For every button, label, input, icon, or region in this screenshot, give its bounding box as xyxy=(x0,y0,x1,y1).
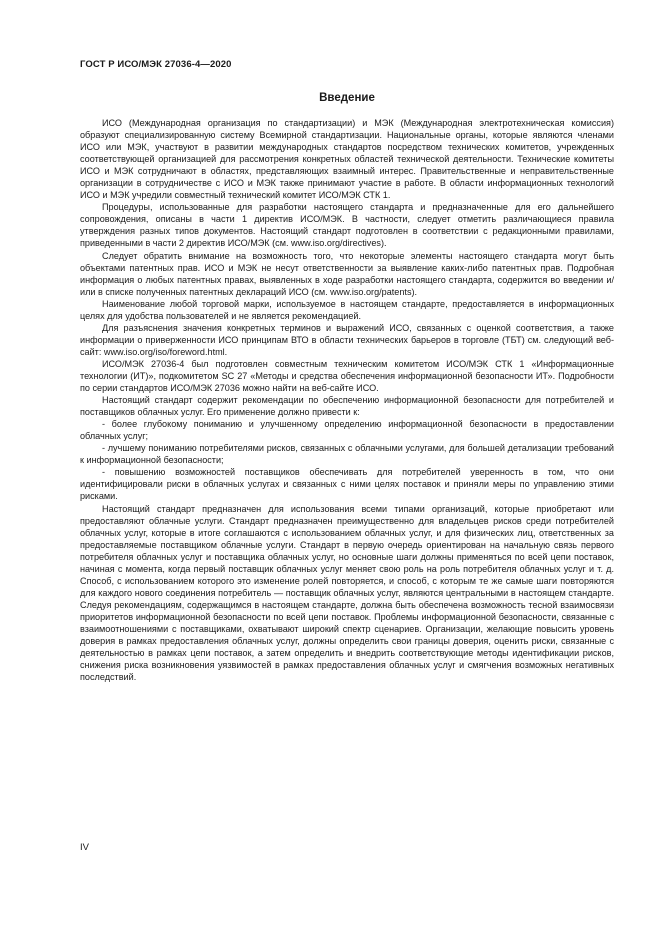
paragraph-trademark: Наименование любой торговой марки, используемое в настоящем стандарте, предоставляется в информационных целях для удобства пользователей и не является рекомендацией. xyxy=(80,298,614,321)
paragraph-committee: ИСО/МЭК 27036-4 был подготовлен совместным техническим комитетом ИСО/МЭК СТК 1 «Информационные технологии (ИТ)», подкомитетом SC 27 «Методы и средства обеспечения информационной безопасности ИТ». Подробности по серии стандартов ИСО/МЭК 27036 можно найти на веб-сайте ИСО. xyxy=(80,358,614,394)
paragraph-terms: Для разъяснения значения конкретных терминов и выражений ИСО, связанных с оценкой соответствия, а также информации о приверженности ИСО принципам ВТО в области технических барьеров в торговле (ТБТ) см. следующий веб-сайт: www.iso.org/iso/foreword.html. xyxy=(80,322,614,357)
list-item-supplier-assurance: - повышению возможностей поставщиков обеспечивать для потребителей уверенность в том, что они идентифицировали риски в облачных услугах и связанных с ними целях поставок и приняли меры по управлению этими рисками. xyxy=(80,467,614,502)
section-title: Введение xyxy=(319,92,375,104)
paragraph-procedures: Процедуры, использованные для разработки настоящего стандарта и предназначенные для его дальнейшего сопровождения, описаны в части 1 директив ИСО/МЭК. В частности, следует отметить различающиеся правила утверждения разных типов документов. Настоящий стандарт подготовлен в соответствии с редакционными правилами, приведенными в части 2 директив ИСО/МЭК (см. www.iso.org/directives). xyxy=(80,202,614,249)
section-body xyxy=(80,117,614,683)
paragraph-applicability: Настоящий стандарт предназначен для использования всеми типами организаций, которые приобретают или предоставляют облачные услуги. Стандарт предназначен преимущественно для владельцев рисков среди потребителей облачных услуг, которые в итоге соглашаются с использованием облачных услуг, и для физических лиц, ответственных за предоставляемые поставщиком облачные услуги. Стандарт в первую очередь ориентирован на начальную связь первого потребителя облачных услуг и поставщика облачных услуг, но основные шаги должны применяться по всей цепи поставок, начиная с момента, когда первый поставщик облачных услуг меняет свою роль на роль потребителя облачных услуг и т. д. Способ, с использованием которого это изменение ролей повторяется, и способ, с которым те же самые шаги повторяются для каждого нового соединения потребитель — поставщик облачных услуг, являются центральными в настоящем стандарте. Следуя рекомендациям, содержащимся в настоящем стандарте, должна быть обеспечена возможность тесной взаимосвязи приоритетов информационной безопасности по всей цепи поставок. Проблемы информационной безопасности, связанные с взаимоотношениями с поставщиками, охватывают широкий спектр сценариев. Организации, желающие повысить уровень доверия в рамках предоставления облачных услуг, должны определить свои границы доверия, оценить риски, связанные с деятельностью в рамках цепи поставок, а затем определить и внедрить соответствующие методы идентификации рисков, снижения риска возникновения уязвимостей в рамках предоставления облачных услуг и смягчения возможных негативных последствий. xyxy=(80,503,614,683)
paragraph-patents: Следует обратить внимание на возможность того, что некоторые элементы настоящего стандарта могут быть объектами патентных прав. ИСО и МЭК не несут ответственности за выявление каких-либо патентных прав. Подробная информация о любых патентных правах, выявленных в ходе разработки настоящего стандарта, содержится во введении и/или в списке полученных патентных деклараций ИСО (см. www.iso.org/patents). xyxy=(80,250,614,297)
list-item-risk-awareness: - лучшему пониманию потребителями рисков, связанных с облачными услугами, для большей детализации требований к информационной безопасности; xyxy=(80,443,614,466)
paragraph-scope: Настоящий стандарт содержит рекомендации по обеспечению информационной безопасности для потребителей и поставщиков облачных услуг. Его применение должно привести к: xyxy=(80,395,614,418)
standard-header: ГОСТ Р ИСО/МЭК 27036-4—2020 xyxy=(80,59,232,70)
paragraph-iso-iec: ИСО (Международная организация по стандартизации) и МЭК (Международная электротехническая комиссия) образуют специализированную систему Всемирной стандартизации. Национальные органы, которые являются членами ИСО или МЭК, участвуют в развитии международных стандартов посредством технических комитетов, учрежденных соответствующей организацией для рассмотрения конкретных областей технической деятельности. Технические комитеты ИСО и МЭК сотрудничают в областях, представляющих взаимный интерес. Правительственные и неправительственные организации в сотрудничестве с ИСО и МЭК также принимают участие в работе. В области информационных технологий ИСО и МЭК учредили совместный технический комитет ИСО/МЭК СТК 1. xyxy=(80,118,614,201)
page-number: IV xyxy=(80,842,89,853)
list-item-understanding: - более глубокому пониманию и улучшенному определению информационной безопасности в предоставлении облачных услуг; xyxy=(80,419,614,442)
